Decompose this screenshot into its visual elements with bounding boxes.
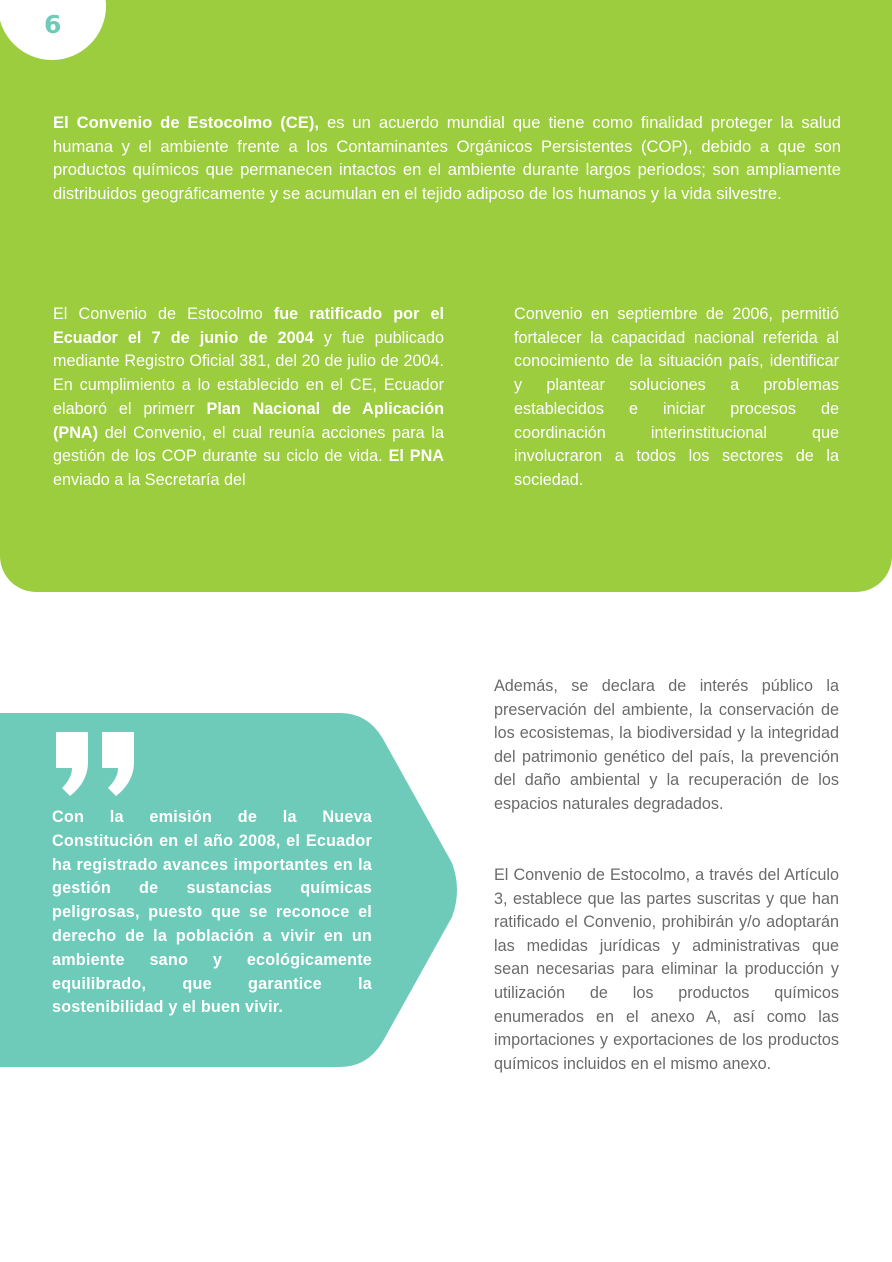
ratification-column-left — [53, 303, 444, 493]
page-number: 6 — [44, 10, 62, 39]
ratification-column-right: Convenio en septiembre de 2006, permitió fortalecer la capacidad nacional referida al conocimiento de la situación país, identificar y plantear soluciones a problemas establecidos e iniciar procesos de coordinación interinstitucional que involucraron a todos los sectores de la sociedad. — [514, 305, 839, 489]
ratification-text-2: y fue publicado mediante Registro Oficial 381, del 20 de julio de 2004. En cumplimiento a lo establecido en el CE, Ecuador elaboró el primerr — [53, 328, 444, 418]
ratification-text-1: El Convenio de Estocolmo — [53, 305, 274, 323]
ratification-text-3: del Convenio, el cual reunía acciones para la gestión de los COP durante su ciclo de vida. — [53, 423, 444, 466]
intro-text: es un acuerdo mundial que tiene como finalidad proteger la salud humana y el ambiente frente a los Contaminantes Orgánicos Persistentes (COP), debido a que son productos químicos que permanecen intactos en el ambiente durante largos periodos; son ampliamente distribuidos geográficamente y se acumulan en el tejido adiposo de los humanos y la vida silvestre. — [53, 113, 841, 204]
ratification-bold-3: El PNA — [388, 447, 444, 466]
quote-text: Con la emisión de la Nueva Constitución en el año 2008, el Ecuador ha registrado avances importantes en la gestión de sustancias químicas peligrosas, puesto que se reconoce el derecho de la población a vivir en un ambiente sano y ecológicamente equilibrado, que garantice la sostenibilidad y el buen vivir. — [52, 808, 372, 1017]
ratification-text-4: enviado a la Secretaría del — [53, 470, 246, 489]
sidebar-paragraph-1: Además, se declara de interés público la preservación del ambiente, la conservación de los ecosistemas, la biodiversidad y la integridad del patrimonio genético del país, la prevención del daño ambiental y la recuperación de los espacios naturales degradados. — [494, 677, 839, 813]
intro-paragraph — [53, 111, 841, 206]
green-header-panel — [0, 0, 892, 592]
ratification-bold-2: Plan Nacional de Aplicación (PNA) — [53, 399, 444, 442]
quotation-mark-icon — [50, 728, 140, 798]
ratification-bold-1: fue ratificado por el Ecuador el 7 de junio de 2004 — [53, 305, 444, 347]
sidebar-paragraph-2: El Convenio de Estocolmo, a través del Artículo 3, establece que las partes suscritas y que han ratificado el Convenio, prohibirán y/o adoptarán las medidas jurídicas y administrativas que sean necesarias para eliminar la producción y utilización de los productos químicos enumerados en el anexo A, así como las importaciones y exportaciones de los productos químicos incluidos en el mismo anexo. — [494, 866, 839, 1073]
intro-bold: El Convenio de Estocolmo (CE), — [53, 113, 319, 132]
